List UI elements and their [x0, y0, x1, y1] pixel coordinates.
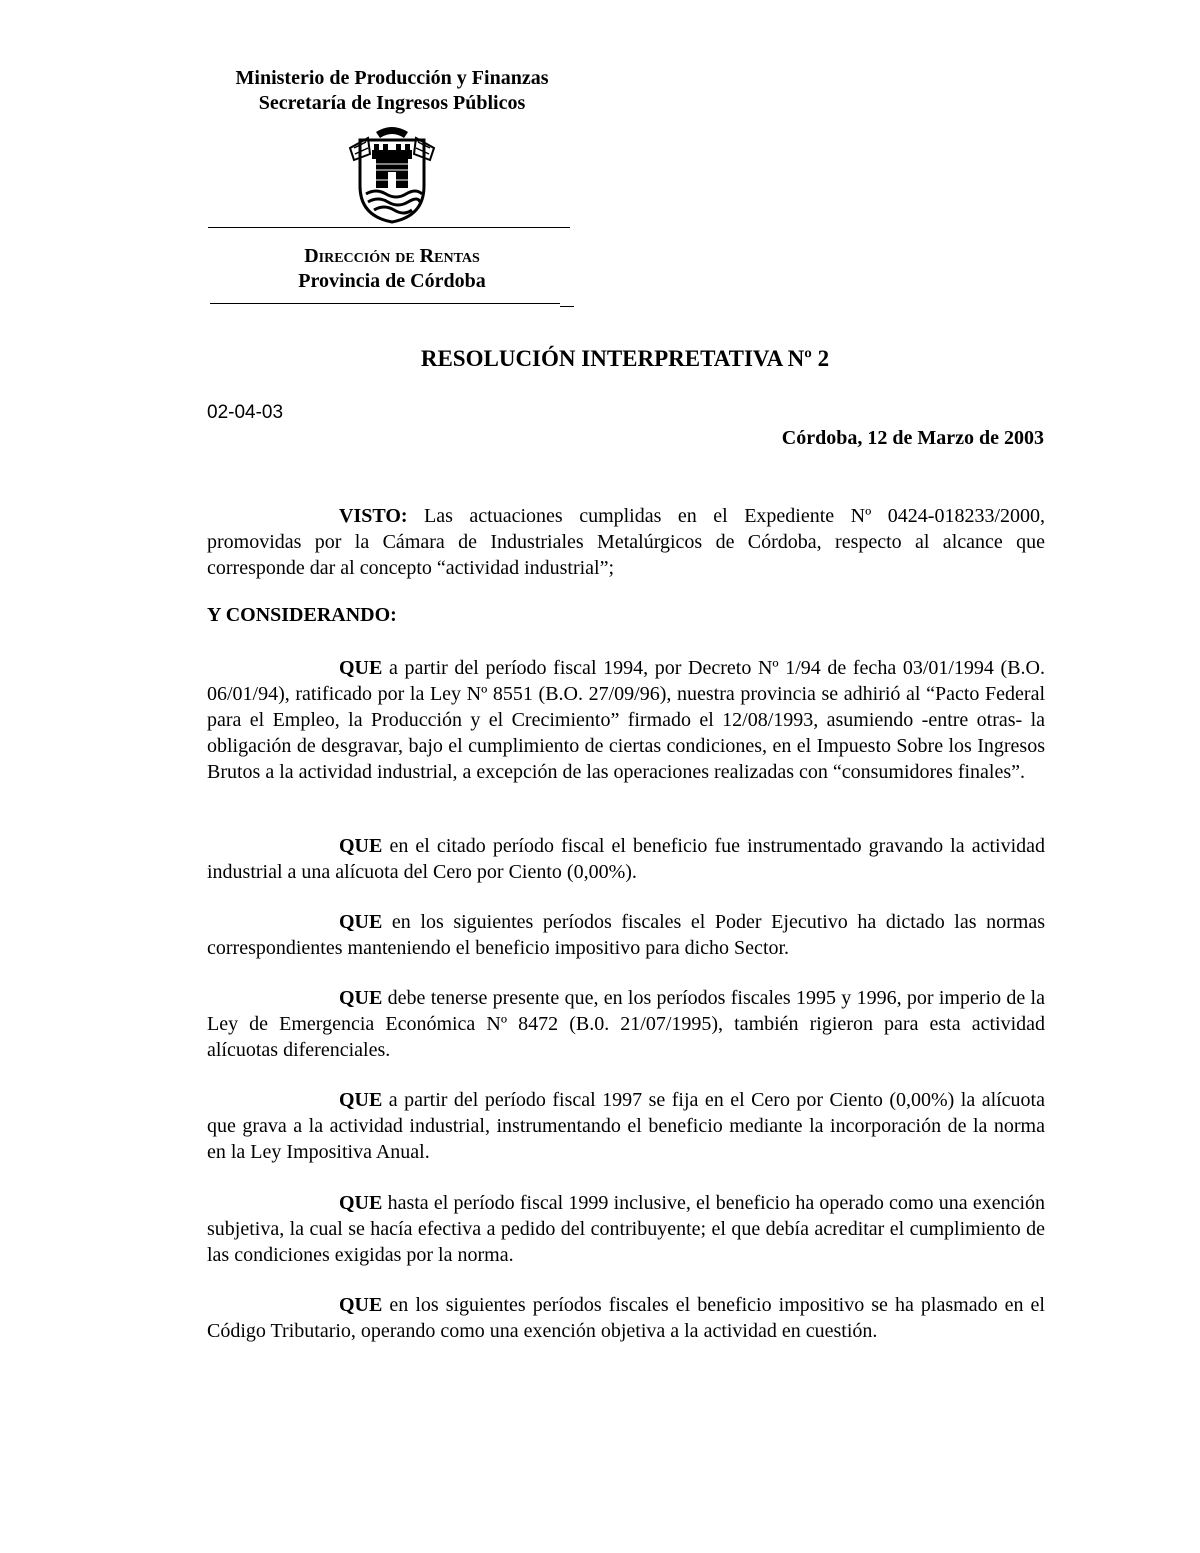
date-code: 02-04-03 [207, 402, 284, 423]
visto-text: Las actuaciones cumplidas en el Expediente Nº 0424-018233/2000, promovidas por la Cámara de Industriales Metalúrgicos de Córdoba, respecto al alcance que corresponde dar al concepto “actividad industrial”; [207, 505, 1045, 579]
considerando-paragraph-5 [207, 1087, 1045, 1165]
que-keyword: QUE [339, 987, 383, 1009]
que-keyword: QUE [339, 1089, 383, 1111]
visto-keyword: VISTO: [339, 505, 408, 527]
considerando-heading: Y CONSIDERANDO: [207, 604, 397, 626]
considerando-paragraph-3 [207, 909, 1045, 961]
visto-section [207, 503, 1045, 581]
letterhead [192, 66, 592, 292]
considerando-paragraph-1 [207, 655, 1045, 785]
considerando-paragraph-2 [207, 833, 1045, 885]
paragraph-text: hasta el período fiscal 1999 inclusive, el beneficio ha operado como una exención subjetiva, la cual se hacía efectiva a pedido del contribuyente; el que debía acreditar el cumplimiento de las condiciones exigidas por la norma. [207, 1192, 1045, 1266]
paragraph-text: en los siguientes períodos fiscales el beneficio impositivo se ha plasmado en el Código Tributario, operando como una exención objetiva a la actividad en cuestión. [207, 1294, 1045, 1342]
province-name: Provincia de Córdoba [298, 270, 486, 292]
place-and-date: Córdoba, 12 de Marzo de 2003 [781, 427, 1044, 449]
paragraph-text: en los siguientes períodos fiscales el Poder Ejecutivo ha dictado las normas correspondientes manteniendo el beneficio impositivo para dicho Sector. [207, 911, 1045, 959]
paragraph-text: en el citado período fiscal el beneficio fue instrumentado gravando la actividad industrial a una alícuota del Cero por Ciento (0,00%). [207, 835, 1045, 883]
ministry-name: Ministerio de Producción y Finanzas [235, 67, 549, 89]
considerando-paragraph-7 [207, 1292, 1045, 1344]
header-rule-bottom-tail [560, 306, 574, 307]
paragraph-text: a partir del período fiscal 1994, por Decreto Nº 1/94 de fecha 03/01/1994 (B.O. 06/01/94), ratificado por la Ley Nº 8551 (B.O. 27/09/96), nuestra provincia se adhirió al “Pacto Federal para el Empleo, la Producción y el Crecimiento” firmado el 12/08/1993, asumiendo -entre otras- la obligación de desgravar, bajo el cumplimiento de ciertas condiciones, en el Impuesto Sobre los Ingresos Brutos a la actividad industrial, a excepción de las operaciones realizadas con “consumidores finales”. [207, 657, 1045, 783]
paragraph-text: debe tenerse presente que, en los períodos fiscales 1995 y 1996, por imperio de la Ley de Emergencia Económica Nº 8472 (B.0. 21/07/1995), también rigieron para esta actividad alícuotas diferenciales. [207, 987, 1045, 1061]
considerando-paragraph-4 [207, 985, 1045, 1063]
que-keyword: QUE [339, 911, 383, 933]
visto-paragraph [207, 503, 1045, 581]
department-name: Dirección de Rentas [304, 245, 480, 267]
secretariat-name: Secretaría de Ingresos Públicos [258, 92, 526, 114]
que-keyword: QUE [339, 657, 383, 679]
header-rule-bottom [210, 303, 560, 304]
department-block [192, 244, 592, 294]
coat-of-arms-icon [346, 124, 438, 224]
que-keyword: QUE [339, 1294, 383, 1316]
header-rule-top [208, 227, 570, 228]
resolution-title: RESOLUCIÓN INTERPRETATIVA Nº 2 [420, 346, 830, 371]
considerando-paragraph-6 [207, 1190, 1045, 1268]
paragraph-text: a partir del período fiscal 1997 se fija en el Cero por Ciento (0,00%) la alícuota que grava a la actividad industrial, instrumentando el beneficio mediante la incorporación de la norma en la Ley Impositiva Anual. [207, 1089, 1045, 1163]
que-keyword: QUE [339, 1192, 383, 1214]
que-keyword: QUE [339, 835, 383, 857]
